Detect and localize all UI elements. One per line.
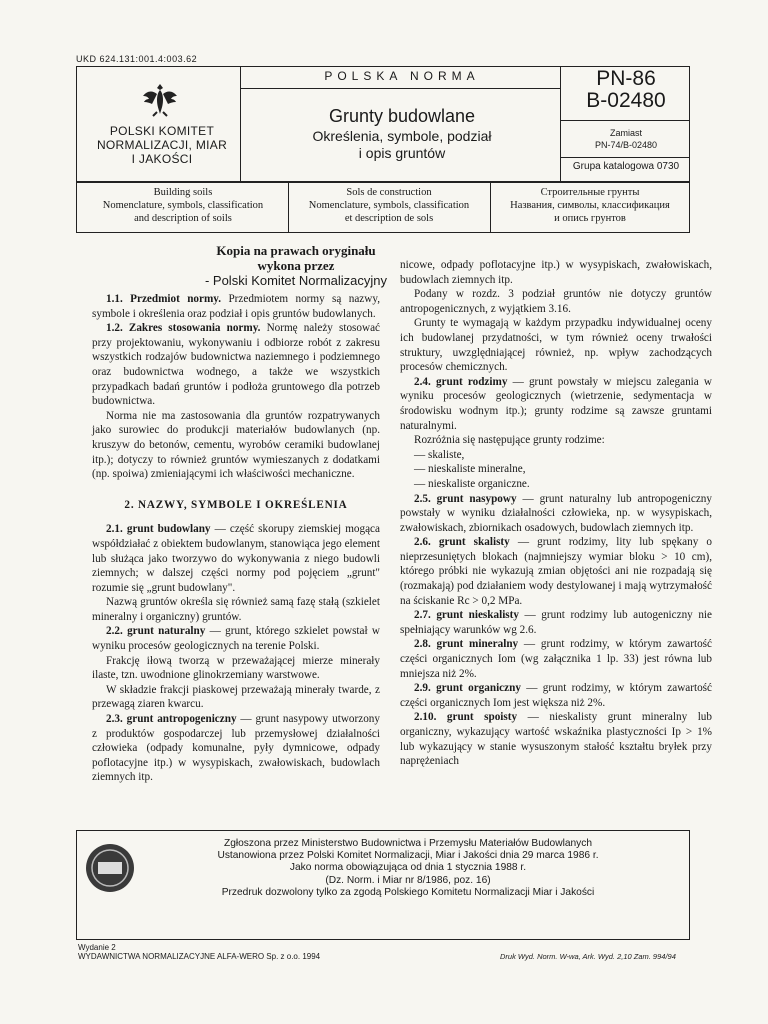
paragraph: [400, 608, 712, 637]
footer-line: Przedruk dozwolony tylko za zgodą Polskiego Komitetu Normalizacji Miar i Jakości: [221, 886, 595, 898]
title-english: [80, 186, 286, 225]
edition-label: Wydanie 2: [78, 943, 116, 952]
paragraph: [92, 654, 380, 683]
translation-line: Nomenclature, symbols, classification: [102, 200, 264, 211]
paragraph-text: — grunt powstały w miejscu zalegania w wyniku procesów geologicznych (wietrzenie, sedymentacja w środowisku wodnym itp.); grunty rodzime są zawsze gruntami naturalnymi.: [400, 375, 712, 432]
paragraph: [400, 258, 712, 287]
translation-line: et description de sols: [344, 213, 434, 224]
stamp-line: - Polski Komitet Normalizacyjny: [204, 273, 388, 288]
replaces-value: PN-74/B-02480: [594, 140, 658, 150]
paragraph-text: — grunt nasypowy utworzony z produktów gospodarczej lub przemysłowej działalności człowieka (odpady komunalne, pyły dymnicowe, odpady poflotacyjne itp.) w wysypiskach, zwałowiskach, budowlach ziemnych itp.: [92, 713, 380, 784]
footer-text: [150, 838, 666, 899]
list-item: — skaliste,: [414, 448, 465, 461]
divider: [76, 182, 77, 233]
paragraph-text: Grunty te wymagają w każdym przypadku indywidualnej oceny ich budowlanej przydatności, w tym również oceny trwałości struktury, uwzględniającej również, np. wpływ zachodzących procesów chemicznych.: [400, 317, 712, 374]
paragraph: [400, 535, 712, 608]
paragraph: [400, 287, 712, 316]
translation-line: and description of soils: [134, 213, 232, 224]
paragraph-text: — grunt rodzimy lub autogeniczny nie spełniający warunków wg 2.6.: [400, 609, 712, 636]
paragraph: [92, 595, 380, 624]
document-title: Grunty budowlane: [328, 106, 476, 126]
paragraph: [92, 292, 380, 321]
paragraph: [92, 522, 380, 595]
term-label: 2.4. grunt rodzimy: [414, 375, 508, 388]
translation-line: Nomenclature, symbols, classification: [308, 200, 470, 211]
paragraph: [92, 683, 380, 712]
udk-code: UKD 624.131:001.4:003.62: [76, 54, 198, 64]
paragraph-text: Podany w rozdz. 3 podział gruntów nie dotyczy gruntów antropogenicznych, z wyjątkiem 3.16.: [400, 288, 712, 315]
committee-name: [84, 124, 240, 166]
translation-line: Building soils: [153, 187, 213, 198]
paragraph: [400, 681, 712, 710]
paragraph: [400, 637, 712, 681]
footer-line: (Dz. Norm. i Miar nr 8/1986, poz. 16): [325, 874, 491, 886]
eagle-emblem-icon: [140, 80, 180, 120]
translation-line: Строительные грунты: [540, 187, 640, 198]
paragraph-text: W składzie frakcji piaskowej przeważają minerały twarde, z przewagą ziaren kwarcu.: [92, 683, 380, 711]
stamp-line: Kopia na prawach oryginału: [216, 243, 376, 258]
section-heading: 2. NAZWY, SYMBOLE I OKREŚLENIA: [124, 498, 348, 511]
paragraph-text: Norma nie ma zastosowania dla gruntów rozpatrywanych jako surowiec do produkcji materiałów budowlanych (np. kruszyw do betonów, cementu, wyrobów ceramiki budowlanej itp.); dotyczy to również gruntów wymieszanych z dodatkami (np. spoiwa) zmieniającymi ich właściwości mechaniczne.: [92, 409, 380, 481]
paragraph-text: — grunt rodzimy, lity lub spękany o nieprzesuniętych blokach (najmniejszy wymiar bloku > 10 cm), którego próbki nie wykazują zmian objętości ani nie rozpadają się (rozmakają) pod działaniem wody destylowanej i mają wytrzymałość na ściskanie Rc > 0,2 MPa.: [400, 536, 712, 607]
paragraph-text: — grunt, którego szkielet powstał w wyniku procesów geologicznych na terenie Polski.: [92, 625, 380, 653]
paragraph-text: nicowe, odpady poflotacyjne itp.) w wysypiskach, zwałowiskach, budowlach ziemnych itp.: [400, 259, 712, 286]
paragraph: [400, 433, 712, 448]
norm-type-label: POLSKA NORMA: [324, 69, 480, 83]
replaces-label: Zamiast: [609, 128, 642, 138]
paragraph-text: — nieskalisty grunt mineralny lub organiczny, wykazujący wartość wskaźnika plastyczności Ip > 1% lub wykazujący w stanie wysuszonym stałość kształtu bryłek przy naprężeniach: [400, 711, 712, 768]
term-label: 1.2. Zakres stosowania normy.: [106, 322, 261, 335]
divider: [689, 182, 690, 233]
paragraph: [92, 409, 380, 482]
paragraph: [400, 316, 712, 374]
replaces-block: [562, 127, 690, 151]
committee-line: POLSKI KOMITET: [109, 124, 215, 138]
print-info: Druk Wyd. Norm. W-wa, Ark. Wyd. 2,10 Zam. 994/94: [500, 952, 676, 961]
translation-line: Sols de construction: [346, 187, 432, 198]
paragraph-text: — grunt rodzimy, w którym zawartość części organicznych Iom jest większa niż 2%.: [400, 682, 712, 709]
committee-line: NORMALIZACJI, MIAR: [96, 138, 228, 152]
divider: [560, 157, 690, 158]
paragraph-text: Frakcję iłową tworzą w przeważającej mierze minerały ilaste, tzn. uwodnione glinokrzemiany warstwowe.: [92, 654, 380, 682]
right-text-column: [400, 258, 712, 769]
term-label: 1.1. Przedmiot normy.: [106, 293, 222, 305]
footer-line: Ustanowiona przez Polski Komitet Normalizacji, Miar i Jakości dnia 29 marca 1986 r.: [217, 850, 599, 862]
norm-number-year: PN-86: [596, 67, 656, 90]
paragraph: [92, 624, 380, 653]
committee-line: I JAKOŚCI: [131, 152, 193, 166]
pkn-logo-icon: [84, 842, 136, 894]
footer-line: Zgłoszona przez Ministerstwo Budownictwa i Przemysłu Materiałów Budowlanych: [223, 838, 593, 849]
paragraph: [92, 321, 380, 409]
term-label: 2.5. grunt nasypowy: [414, 492, 517, 505]
divider: [240, 66, 241, 182]
subtitle-line: Określenia, symbole, podział: [312, 128, 492, 144]
publisher-label: WYDAWNICTWA NORMALIZACYJNE ALFA-WERO Sp. z o.o. 1994: [78, 952, 321, 961]
paragraph-text: — grunt naturalny lub antropogeniczny powstały w wyniku działalności człowieka, np. w wysypiskach, zwałowiskach, zbiornikach osadowych, budowlach ziemnych itp.: [400, 492, 712, 534]
term-label: 2.7. grunt nieskalisty: [414, 609, 519, 622]
copy-stamp: [196, 243, 396, 288]
paragraph-text: Nazwą gruntów określa się również samą fazę stałą (szkielet mineralny i organiczny) gruntów.: [92, 596, 380, 623]
paragraph: [400, 375, 712, 433]
term-label: 2.8. grunt mineralny: [414, 638, 519, 651]
term-label: 2.9. grunt organiczny: [414, 682, 521, 695]
translation-line: Названия, символы, классификация: [510, 200, 670, 211]
paragraph-text: — grunt rodzimy, w którym zawartość części organicznych Iom (wg załącznika 1 lp. 33) jest równa lub mniejsza niż 2%.: [400, 638, 712, 680]
paragraph: [400, 710, 712, 768]
divider: [560, 120, 690, 121]
translation-line: и опись грунтов: [554, 213, 626, 224]
norm-number: [562, 68, 690, 112]
document-subtitle: [244, 128, 560, 162]
divider: [240, 88, 560, 89]
paragraph-text: Normę należy stosować przy projektowaniu, wykonywaniu i odbiorze robót z zakresu wszystkich rodzajów budownictwa naziemnego i podziemnego oraz budownictwa wodnego, a także we wszystkich przypadkach badań gruntów i podłoża gruntowego dla potrzeb budownictwa.: [92, 322, 380, 408]
subtitle-line: i opis gruntów: [358, 145, 446, 161]
stamp-line: wykona przez: [257, 258, 335, 273]
paragraph-text: Rozróżnia się następujące grunty rodzime:: [414, 434, 605, 447]
paragraph-text: Przedmiotem normy są nazwy, symbole i określenia oraz podział i opis gruntów budowlanych.: [92, 293, 380, 320]
list-item: — nieskaliste mineralne,: [414, 463, 526, 476]
paragraph: [92, 712, 380, 785]
term-label: 2.1. grunt budowlany: [106, 523, 211, 536]
left-text-column: [92, 292, 380, 785]
divider: [76, 182, 690, 183]
norm-number-code: B-02480: [586, 89, 666, 112]
title-french: [290, 186, 488, 225]
title-russian: [492, 186, 688, 225]
term-label: 2.10. grunt spoisty: [414, 711, 518, 724]
catalog-group: Grupa katalogowa 0730: [572, 161, 680, 172]
footer-line: Jako norma obowiązująca od dnia 1 stycznia 1988 r.: [289, 862, 527, 874]
term-label: 2.6. grunt skalisty: [414, 536, 510, 549]
paragraph-text: — część skorupy ziemskiej mogąca współdziałać z obiektem budowlanym, stanowiąca jego element lub służąca jako tworzywo do wykonywania z niego budowli ziemnych; w dalszej części normy pod pojęciem „grunt" rozumie się „grunt budowlany".: [92, 523, 380, 594]
term-label: 2.3. grunt antropogeniczny: [106, 713, 237, 726]
term-label: 2.2. grunt naturalny: [106, 625, 206, 638]
divider: [76, 232, 690, 233]
list-item: — nieskaliste organiczne.: [414, 477, 530, 490]
paragraph: [400, 492, 712, 536]
